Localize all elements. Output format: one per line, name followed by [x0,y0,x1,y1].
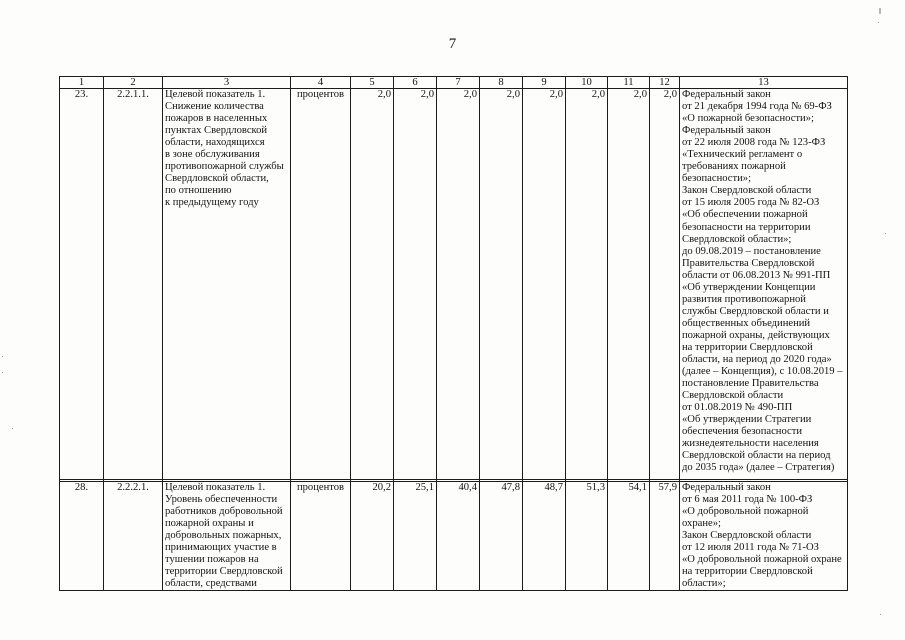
text-line: «Об обеспечении пожарной [682,209,808,221]
scan-speck [878,22,879,23]
text-line: области, на период до 2020 года» [682,354,832,366]
header-cell: 3 [163,77,291,89]
scan-mark [879,8,881,14]
header-cell: 5 [351,77,394,89]
text-line: от 12 июля 2011 года № 71-ОЗ [682,542,819,554]
text-line: противопожарной службы [165,161,284,173]
value-cell: 25,1 [394,482,437,591]
text-line: Свердловской области [682,390,784,402]
value-cell: 2,0 [608,89,650,480]
value-cell: 2,0 [437,89,480,480]
row-number: 28. [60,482,104,591]
row-code: 2.2.1.1. [104,89,163,480]
text-line: безопасности»; [682,173,752,185]
text-line: Федеральный закон [682,125,771,137]
header-cell: 12 [650,77,680,89]
text-line: Закон Свердловской области [682,185,812,197]
text-line: от 22 июля 2008 года № 123-ФЗ [682,137,826,149]
indicator-name [163,89,291,480]
value-cell: 2,0 [351,89,394,480]
header-cell: 6 [394,77,437,89]
text-line: Снижение количества [165,101,264,113]
header-cell: 9 [523,77,566,89]
indicator-name [163,482,291,591]
text-line: обеспечения безопасности [682,426,803,438]
text-line: общественных объединений [682,317,811,329]
scan-speck [885,233,886,234]
unit-cell: процентов [291,89,351,480]
text-line: области, средствами [165,578,257,590]
value-cell: 20,2 [351,482,394,591]
value-cell: 47,8 [480,482,523,591]
text-line: пожарной охраны и [165,518,254,530]
text-line: Закон Свердловской области [682,530,812,542]
header-cell: 11 [608,77,650,89]
text-line: тушении пожаров на [165,554,259,566]
text-line: на территории Свердловской [682,341,813,353]
value-cell: 51,3 [566,482,608,591]
text-line: Уровень обеспеченности [165,494,278,506]
row-code: 2.2.2.1. [104,482,163,591]
table-row [60,89,848,480]
page-number: 7 [448,36,457,52]
text-line: области от 06.08.2013 № 991-ПП [682,269,831,281]
text-line: требованиях пожарной [682,161,786,173]
text-line: пунктах Свердловской [165,125,268,137]
unit-cell: процентов [291,482,351,591]
header-cell: 8 [480,77,523,89]
text-line: к предыдущему году [165,197,259,209]
value-cell: 40,4 [437,482,480,591]
row-number: 23. [60,89,104,480]
text-line: области, находящихся [165,137,265,149]
scan-speck [2,372,3,373]
text-line: «О добровольной пожарной [682,506,809,518]
value-cell: 2,0 [480,89,523,480]
text-line: жизнедеятельности населения [682,438,819,450]
header-row [60,77,848,89]
text-line: охране»; [682,518,721,530]
text-line: области»; [682,578,726,590]
header-cell: 13 [680,77,848,89]
text-line: принимающих участие в [165,542,277,554]
text-line: развития противопожарной [682,293,806,305]
text-line: от 21 декабря 1994 года № 69-ФЗ [682,101,832,113]
value-cell: 48,7 [523,482,566,591]
scan-speck [2,356,3,357]
text-line: Правительства Свердловской [682,257,815,269]
text-line: территории Свердловской [165,566,283,578]
indicators-table [59,76,848,591]
header-cell: 10 [566,77,608,89]
text-line: до 2035 года» (далее – Стратегия) [682,462,835,474]
text-line: Федеральный закон [682,482,771,493]
value-cell: 2,0 [394,89,437,480]
header-cell: 4 [291,77,351,89]
text-line: по отношению [165,185,232,197]
legal-basis [680,89,848,480]
text-line: от 15 июля 2005 года № 82-ОЗ [682,197,820,209]
text-line: «Об утверждении Стратегии [682,414,812,426]
text-line: «О добровольной пожарной охране [682,554,842,566]
text-line: Целевой показатель 1. [165,482,266,493]
scan-speck [880,614,881,615]
value-cell: 54,1 [608,482,650,591]
header-cell: 1 [60,77,104,89]
text-line: пожарной охраны, действующих [682,329,830,341]
text-line: постановление Правительства [682,378,819,390]
text-line: Федеральный закон [682,89,771,100]
value-cell: 2,0 [650,89,680,480]
text-line: Свердловской области на период [682,450,831,462]
text-line: Свердловской области»; [682,233,792,245]
scan-speck [12,428,13,429]
header-cell: 2 [104,77,163,89]
value-cell: 57,9 [650,482,680,591]
value-cell: 2,0 [523,89,566,480]
text-line: «Об утверждении Концепции [682,281,816,293]
text-line: до 09.08.2019 – постановление [682,245,821,257]
text-line: безопасности на территории [682,221,811,233]
text-line: от 6 мая 2011 года № 100-ФЗ [682,494,813,506]
text-line: пожаров в населенных [165,113,268,125]
header-cell: 7 [437,77,480,89]
text-line: работников добровольной [165,506,283,518]
text-line: «Технический регламент о [682,149,803,161]
table-row [60,482,848,591]
legal-basis [680,482,848,591]
value-cell: 2,0 [566,89,608,480]
text-line: «О пожарной безопасности»; [682,113,814,125]
text-line: от 01.08.2019 № 490-ПП [682,402,793,414]
text-line: Свердловской области, [165,173,269,185]
text-line: на территории Свердловской [682,566,813,578]
text-line: Целевой показатель 1. [165,89,266,100]
text-line: добровольных пожарных, [165,530,282,542]
text-line: службы Свердловской области и [682,305,829,317]
text-line: в зоне обслуживания [165,149,260,161]
text-line: (далее – Концепция), с 10.08.2019 – [682,366,843,378]
